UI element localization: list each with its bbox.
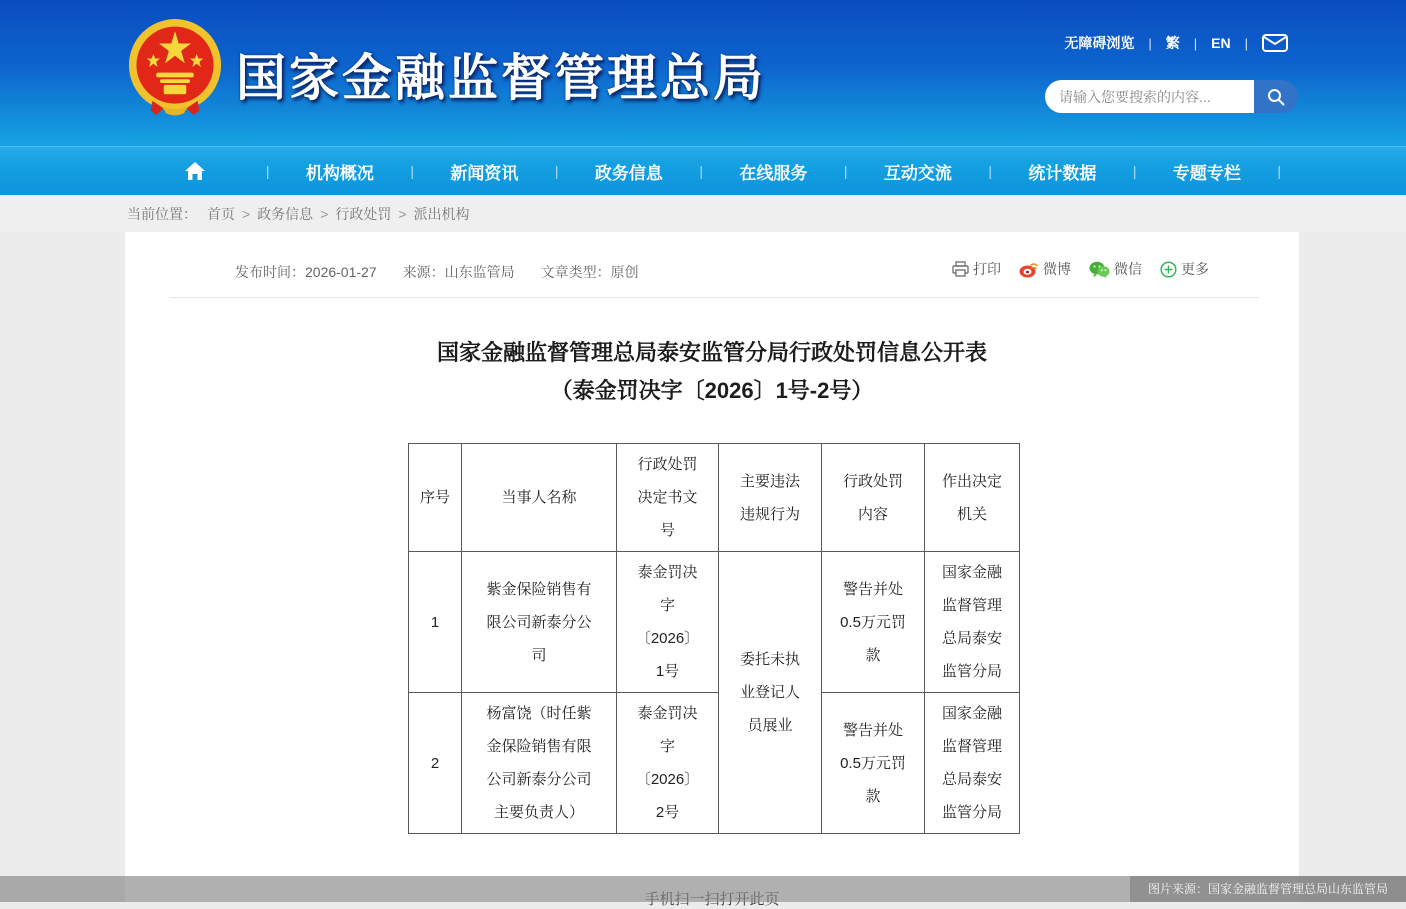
national-emblem-logo xyxy=(128,18,222,116)
article-type xyxy=(541,262,639,282)
separator: | xyxy=(1132,163,1137,179)
weibo-icon xyxy=(1019,261,1039,278)
cell-party: 杨富饶（时任紫金保险销售有限公司新泰分公司主要负责人） xyxy=(462,693,617,834)
cell-no: 1 xyxy=(409,552,462,693)
article-title-line1: 国家金融监督管理总局泰安监管分局行政处罚信息公开表 xyxy=(436,340,987,365)
search-input[interactable] xyxy=(1045,80,1254,113)
accessibility-link[interactable]: 无障碍浏览 xyxy=(1064,35,1135,51)
separator: > xyxy=(320,205,329,222)
cell-doc-no: 泰金罚决字〔2026〕2号 xyxy=(617,693,719,834)
penalty-table xyxy=(408,443,1020,834)
separator: | xyxy=(1148,35,1152,51)
print-label: 打印 xyxy=(973,261,1001,277)
nav-item-xinwen[interactable]: 新闻资讯 xyxy=(450,163,519,183)
article-title xyxy=(125,334,1299,410)
home-icon xyxy=(184,161,206,181)
separator: | xyxy=(699,163,703,179)
nav-item-jigou[interactable]: 机构概况 xyxy=(305,163,374,183)
weibo-share-button[interactable] xyxy=(1019,259,1071,279)
nav-item-tongji[interactable]: 统计数据 xyxy=(1028,163,1097,183)
separator: | xyxy=(988,163,992,179)
cell-authority: 国家金融监督管理总局泰安监管分局 xyxy=(925,693,1020,834)
separator: > xyxy=(242,205,251,222)
table-row xyxy=(409,693,1020,834)
breadcrumb xyxy=(0,195,1406,232)
source xyxy=(403,262,515,282)
header-authority: 作出决定机关 xyxy=(925,444,1020,552)
printer-icon xyxy=(952,261,969,277)
site-header xyxy=(0,0,1406,146)
separator: | xyxy=(1277,163,1281,179)
main-nav xyxy=(0,146,1406,195)
separator: | xyxy=(843,163,848,179)
cell-violation-merged: 委托未执业登记人员展业 xyxy=(719,552,822,834)
watermark-bar xyxy=(0,876,1406,902)
publish-date-value: 2026-01-27 xyxy=(305,264,377,280)
article-type-value: 原创 xyxy=(610,264,639,280)
table-header-row xyxy=(409,444,1020,552)
source-value: 山东监管局 xyxy=(444,264,515,280)
article-meta xyxy=(235,262,639,282)
nav-item-zhuanti[interactable]: 专题专栏 xyxy=(1172,163,1241,183)
mail-icon[interactable] xyxy=(1262,34,1288,52)
traditional-chinese-link[interactable]: 繁 xyxy=(1165,35,1180,51)
plus-circle-icon xyxy=(1160,261,1177,278)
weibo-label: 微博 xyxy=(1043,261,1071,277)
separator: | xyxy=(410,163,414,179)
search-icon xyxy=(1266,87,1286,107)
article-type-label: 文章类型： xyxy=(540,264,611,280)
wechat-label: 微信 xyxy=(1114,261,1142,277)
header-no: 序号 xyxy=(409,444,462,552)
source-label: 来源： xyxy=(402,264,445,280)
separator: | xyxy=(1244,35,1248,51)
header-penalty: 行政处罚内容 xyxy=(822,444,925,552)
separator: | xyxy=(554,163,559,179)
cell-doc-no: 泰金罚决字〔2026〕1号 xyxy=(617,552,719,693)
cell-penalty: 警告并处0.5万元罚款 xyxy=(822,693,925,834)
breadcrumb-zhengwu[interactable]: 政务信息 xyxy=(257,205,314,222)
english-link[interactable]: EN xyxy=(1211,35,1231,51)
print-button[interactable] xyxy=(952,259,1001,279)
publish-date xyxy=(235,262,377,282)
image-source-caption: 图片来源：国家金融监督管理总局山东监管局 xyxy=(1130,876,1406,902)
more-label: 更多 xyxy=(1181,261,1209,277)
top-utility-links xyxy=(1064,33,1288,53)
separator: | xyxy=(265,163,270,179)
share-toolbar xyxy=(952,259,1209,279)
cell-no: 2 xyxy=(409,693,462,834)
nav-item-hudong[interactable]: 互动交流 xyxy=(883,163,952,183)
header-doc-no: 行政处罚决定书文号 xyxy=(617,444,719,552)
site-title: 国家金融监督管理总局 xyxy=(236,50,766,106)
table-row xyxy=(409,552,1020,693)
wechat-icon xyxy=(1089,261,1110,278)
more-share-button[interactable] xyxy=(1160,259,1209,279)
cell-party: 紫金保险销售有限公司新泰分公司 xyxy=(462,552,617,693)
nav-item-zhengwu[interactable]: 政务信息 xyxy=(594,163,663,183)
breadcrumb-chufa[interactable]: 行政处罚 xyxy=(335,205,392,222)
separator: > xyxy=(398,205,407,222)
publish-date-label: 发布时间： xyxy=(235,264,305,280)
breadcrumb-home[interactable]: 首页 xyxy=(207,205,235,222)
header-violation: 主要违法违规行为 xyxy=(719,444,822,552)
breadcrumb-label: 当前位置： xyxy=(127,205,197,222)
article-meta-row xyxy=(125,256,1299,286)
search-box xyxy=(1045,80,1298,113)
cell-authority: 国家金融监督管理总局泰安监管分局 xyxy=(925,552,1020,693)
wechat-share-button[interactable] xyxy=(1089,259,1142,279)
header-party: 当事人名称 xyxy=(462,444,617,552)
article-title-line2: （泰金罚决字〔2026〕1号-2号） xyxy=(550,378,874,403)
separator: | xyxy=(1193,35,1198,51)
article-card xyxy=(125,232,1299,902)
cell-penalty: 警告并处0.5万元罚款 xyxy=(822,552,925,693)
breadcrumb-paichu[interactable]: 派出机构 xyxy=(413,205,470,222)
nav-item-zaixian[interactable]: 在线服务 xyxy=(739,163,808,183)
divider xyxy=(170,297,1259,298)
nav-home[interactable] xyxy=(125,161,266,182)
search-button[interactable] xyxy=(1254,80,1298,113)
